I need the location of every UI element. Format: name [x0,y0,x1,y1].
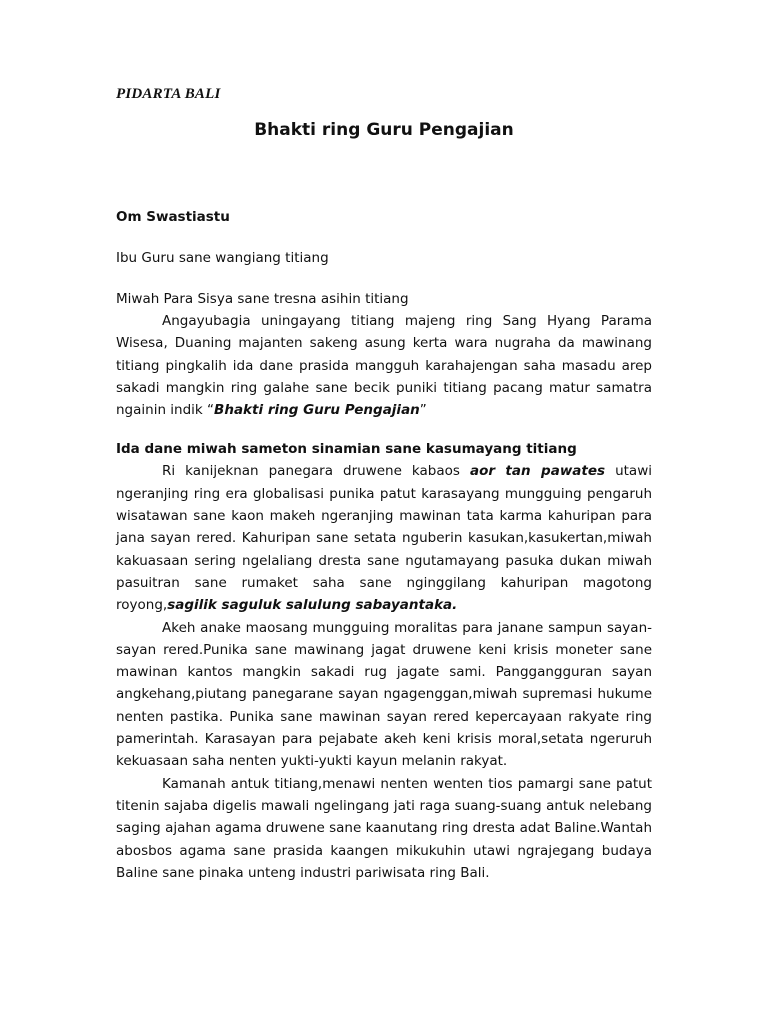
paragraph-globalization-middle: utawi ngeranjing ring era globalisasi punika patut karasayang mungguing pengaruh wisatawan sane kaon makeh ngeranjing mawinan tata karma kahuripan para jana sayan rered. Kahuripan sane setata nguberin kasukan,kasukertan,miwah kakuasaan sering ngelaliang dresta sane ngutamayang pasuka dukan miwah pasuitran sane rumaket saha sane nginggilang kahuripan magotong royong, [116,463,652,614]
document-body [116,206,652,884]
paragraph-opening-text: Angayubagia uningayang titiang majeng ring Sang Hyang Parama Wisesa, Duaning majanten sakeng asung kerta wara nugraha da mawinang titiang pingkalih ida dane prasida mangguh karahajengan saha masadu arep sakadi mangkin ring galahe sane becik puniki titiang pacang matur samatra ngainin indik “ [116,313,652,419]
greeting: Om Swastiastu [116,209,230,225]
address-heading: Ida dane miwah sameton sinamian sane kasumayang titiang [116,441,577,458]
emphasis-aor-tan-pawates: aor tan pawates [469,463,606,480]
document-label: PIDARTA BALI [116,86,221,102]
paragraph-conclusion: Kamanah antuk titiang,menawi nenten wenten tios pamargi sane patut titenin sajaba digelis mawali ngelingang jati raga suang-suang antuk nelebang saging ajahan agama druwene sane kaanutang ring dresta adat Baline.Wantah abosbos agama sane prasida kaangen mikukuhin utawi ngrajegang budaya Baline sane pinaka unteng industri pariwisata ring Bali. [116,775,652,881]
salutation-teacher: Ibu Guru sane wangiang titiang [116,250,329,266]
document-title: Bhakti ring Guru Pengajian [254,120,514,140]
salutation-students: Miwah Para Sisya sane tresna asihin titiang [116,291,409,307]
paragraph-opening [116,310,652,421]
closing-quote: ” [419,402,427,419]
paragraph-globalization-start: Ri kanijeknan panegara druwene kabaos [162,463,470,480]
paragraph-morality: Akeh anake maosang mungguing moralitas para janane sampun sayan-sayan rered.Punika sane mawinang jagat druwene keni krisis moneter sane mawinan kantos mangkin sakadi rug jagate sami. Panggangguran sayan angkehang,piutang panegarane sayan ngagenggan,miwah supremasi hukume nenten pastika. Punika sane mawinan sayan rered kepercayaan rakyate ring pamerintah. Karasayan para pejabate akeh keni krisis moral,setata ngeruruh kekuasaan saha nenten yukti-yukti kayun melanin rakyat. [116,619,652,770]
topic-emphasis: Bhakti ring Guru Pengajian [214,402,420,419]
paragraph-globalization [116,460,652,616]
emphasis-sagilik-saguluk: sagilik saguluk salulung sabayantaka. [167,597,458,614]
